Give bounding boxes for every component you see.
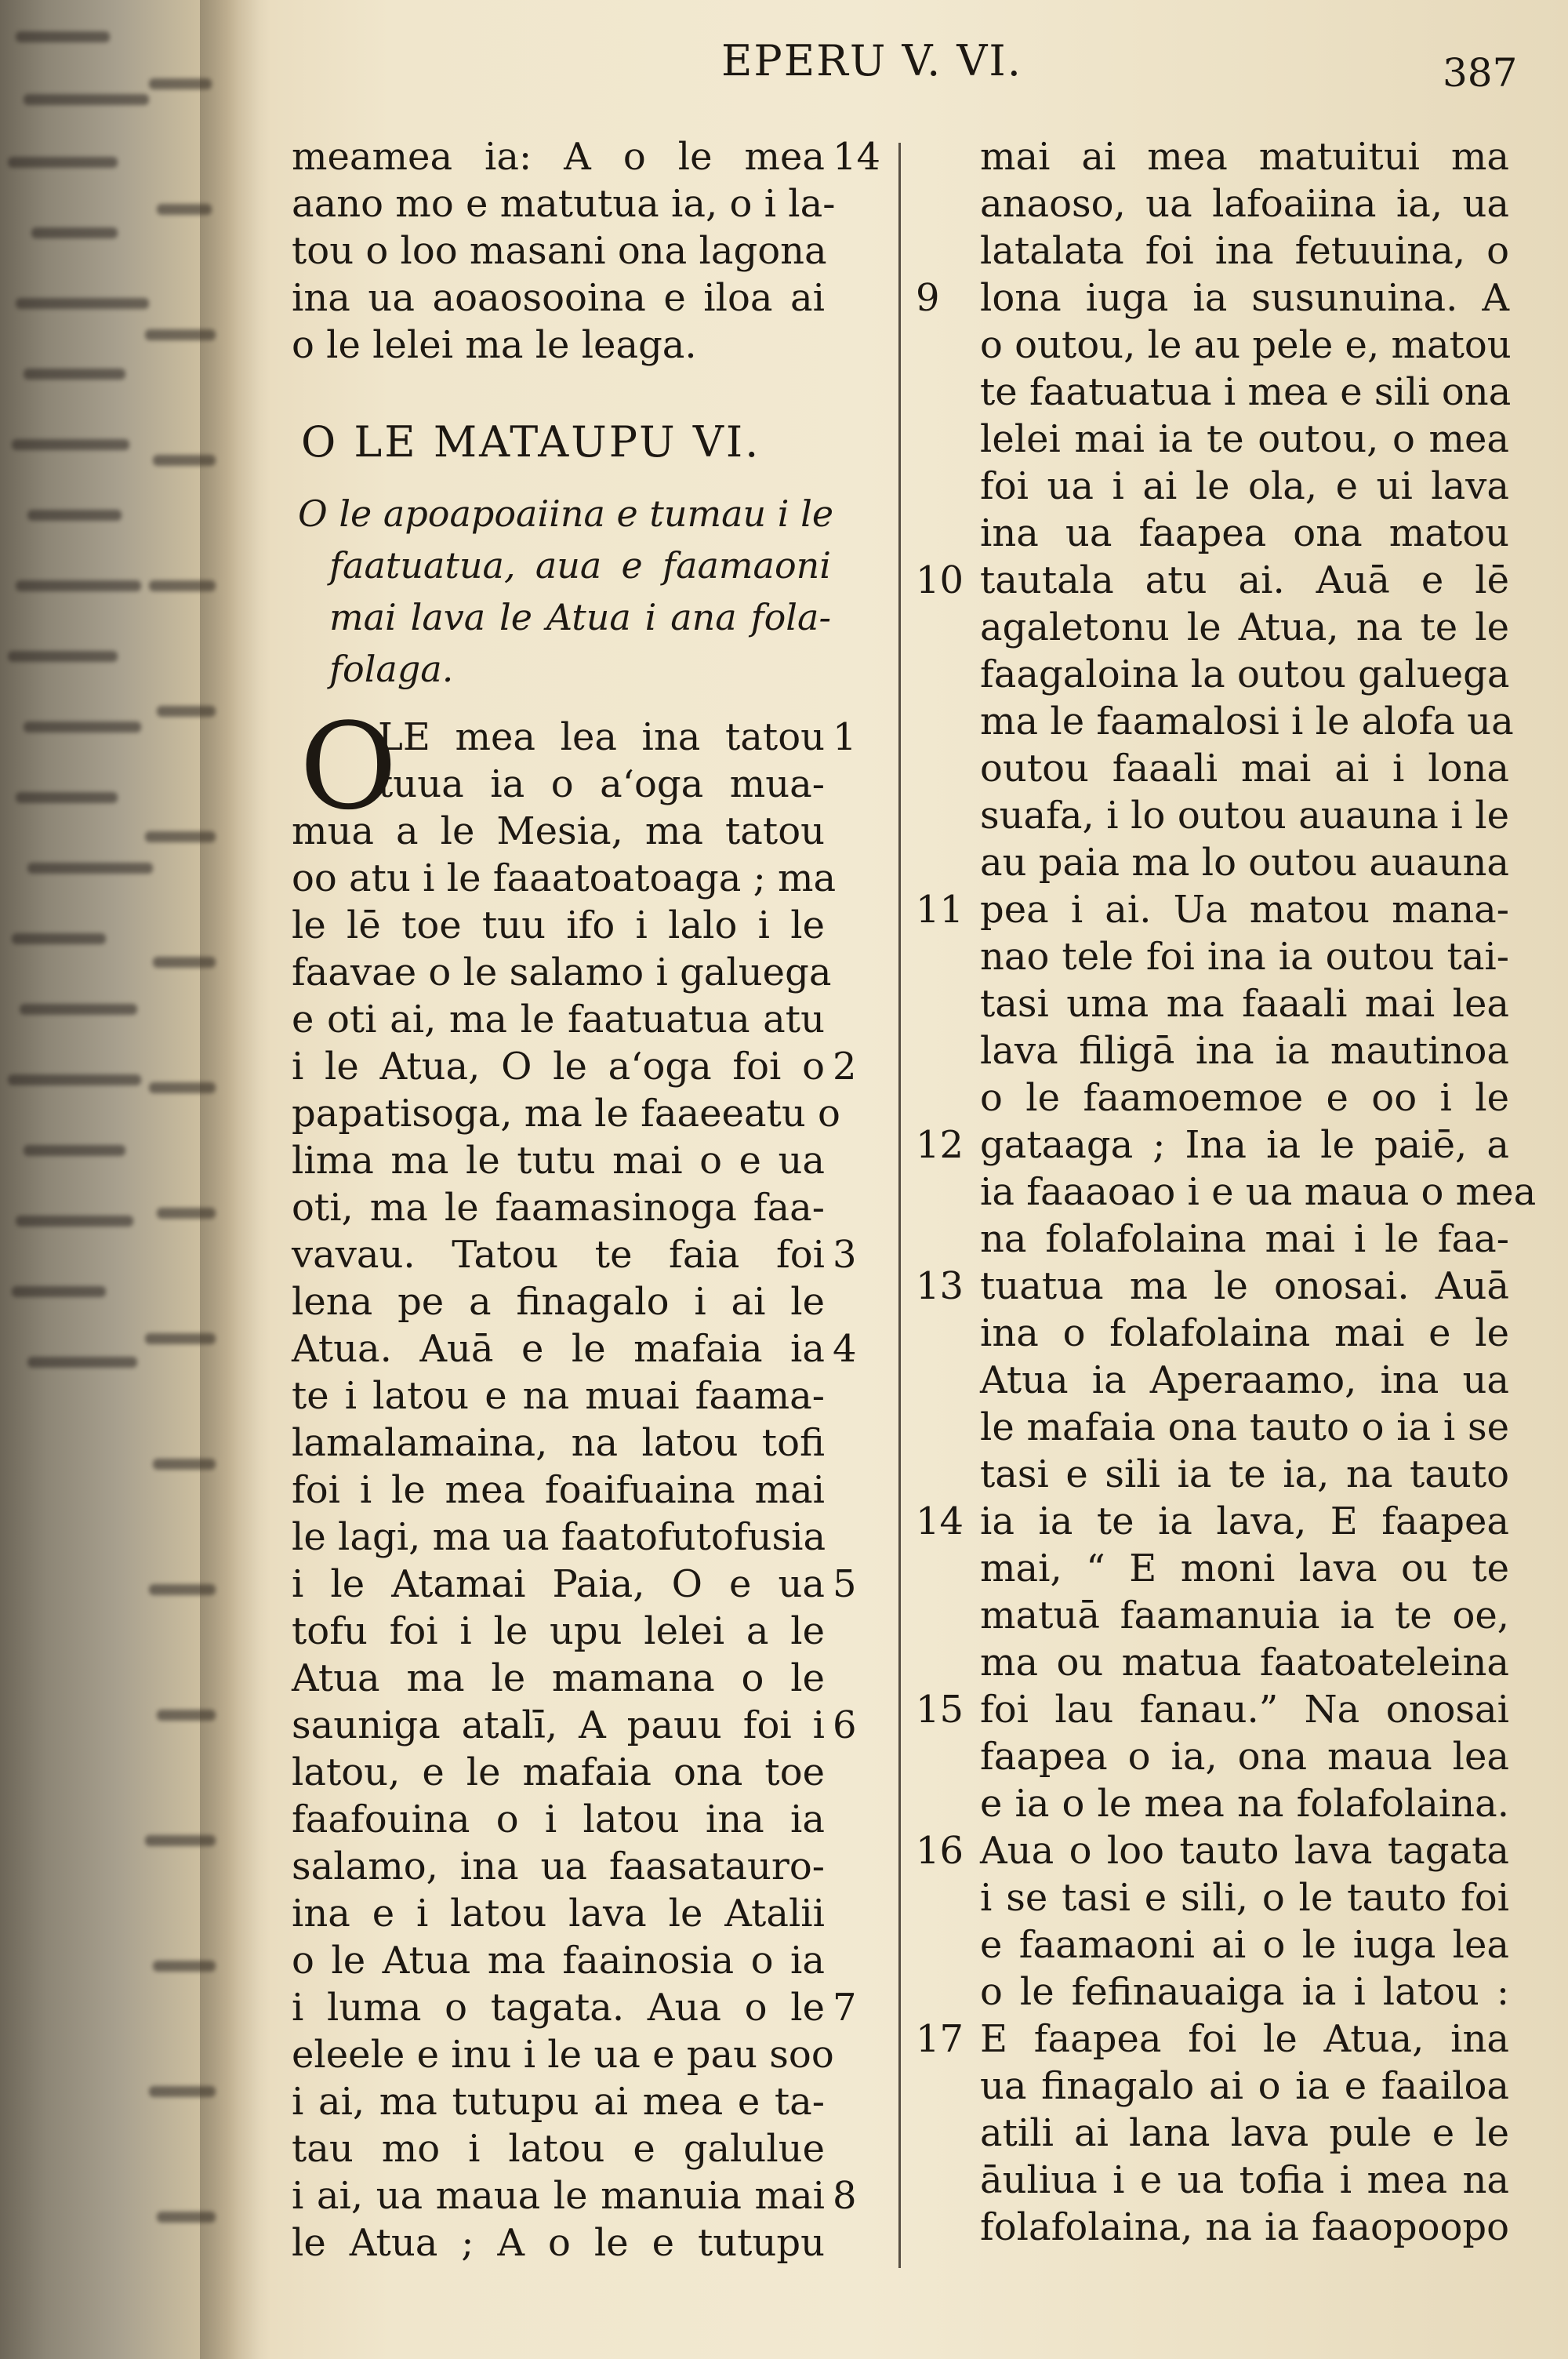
verse-number: 11 <box>916 888 964 932</box>
text-line: salamo, ina ua faasatauro- <box>292 1845 825 1888</box>
text-line: aano mo e matutua ia, o i la- <box>292 182 836 226</box>
text-line: e ia o le mea na folafolaina. <box>980 1782 1509 1826</box>
summary-line: folaga. <box>329 648 454 690</box>
text-line: LE mea lea ina tatou <box>378 715 825 759</box>
text-line: foi ua i ai le ola, e ui lava <box>980 464 1509 508</box>
text-line: Atua. Auā e le mafaia ia <box>292 1327 825 1371</box>
verse-number: 4 <box>833 1327 857 1371</box>
text-line: faafouina o i latou ina ia <box>292 1797 825 1841</box>
text-line: ina ua aoaosooina e iloa ai <box>292 276 825 320</box>
text-line: le lagi, ma ua faatofutofusia <box>292 1515 826 1559</box>
text-line: vavau. Tatou te faia foi <box>292 1233 825 1277</box>
text-line: outou faaali mai ai i lona <box>980 747 1509 791</box>
verse-number: 8 <box>833 2174 857 2218</box>
chapter-summary <box>298 488 834 695</box>
verse-number: 12 <box>916 1123 964 1167</box>
verse-number: 15 <box>916 1688 964 1732</box>
text-line: foi lau fanau.” Na onosai <box>980 1688 1509 1732</box>
text-line: ma ou matua faatoateleina <box>980 1641 1509 1685</box>
text-line: ina ua faapea ona matou <box>980 511 1509 555</box>
right-column <box>980 133 1537 2251</box>
verse-number: 3 <box>833 1233 857 1277</box>
text-line: i luma o tagata. Aua o le <box>292 1986 825 2030</box>
text-line: ma le faamalosi i le alofa ua <box>980 700 1514 743</box>
text-line: oo atu i le faaatoatoaga ; ma <box>292 856 837 900</box>
text-line: le mafaia ona tauto o ia i se <box>980 1405 1509 1449</box>
text-line: foi i le mea foaifuaina mai <box>292 1468 825 1512</box>
text-line: o le Atua ma faainosia o ia <box>292 1939 825 1983</box>
text-line: le Atua ; A o le e tutupu <box>292 2221 825 2265</box>
text-line: ia ia te ia lava, E faapea <box>980 1499 1509 1543</box>
summary-line: O le apoapoaiina e tumau i le <box>298 493 834 535</box>
text-line: meamea ia: A o le mea <box>292 135 825 179</box>
text-line: suafa, i lo outou auauna i le <box>980 794 1509 838</box>
text-line: na folafolaina mai i le faa- <box>980 1217 1509 1261</box>
text-line: sauniga atalī, A pauu foi i <box>292 1703 825 1747</box>
left-column-top <box>292 133 836 369</box>
text-line: āuliua i e ua tofia i mea na <box>980 2158 1509 2202</box>
text-line: Atua ma le mamana o le <box>292 1656 825 1700</box>
verse-number: 6 <box>833 1703 857 1747</box>
text-line: o le fefinauaiga ia i latou : <box>980 1970 1509 2014</box>
text-line: o le faamoemoe e oo i le <box>980 1076 1509 1120</box>
text-line: te i latou e na muai faama- <box>292 1374 825 1418</box>
text-line: eleele e inu i le ua e pau soo <box>292 2033 834 2077</box>
text-line: le lē toe tuu ifo i lalo i le <box>292 903 825 947</box>
text-line: agaletonu le Atua, na te le <box>980 605 1509 649</box>
text-line: atili ai lana lava pule e le <box>980 2111 1509 2155</box>
text-line: Aua o loo tauto lava tagata <box>980 1829 1509 1873</box>
text-line: matuā faamanuia ia te oe, <box>980 1594 1509 1637</box>
text-line: lima ma le tutu mai o e ua <box>292 1139 825 1183</box>
text-line: lelei mai ia te outou, o mea <box>980 417 1509 461</box>
text-line: mai, “ E moni lava ou te <box>980 1547 1509 1590</box>
text-line: mai ai mea matuitui ma <box>980 135 1509 179</box>
text-line: lamalamaina, na latou tofi <box>292 1421 825 1465</box>
text-line: i se tasi e sili, o le tauto foi <box>980 1876 1509 1920</box>
text-line: tasi e sili ia te ia, na tauto <box>980 1452 1509 1496</box>
summary-line: mai lava le Atua i ana fola- <box>329 596 831 638</box>
text-line: ua finagalo ai o ia e faailoa <box>980 2064 1509 2108</box>
text-line: oti, ma le faamasinoga faa- <box>292 1186 825 1230</box>
text-line: lava filigā ina ia mautinoa <box>980 1029 1509 1073</box>
chapter-heading: O LE MATAUPU VI. <box>301 417 761 467</box>
text-line: gataaga ; Ina ia le paiē, a <box>980 1123 1509 1167</box>
text-line: i le Atua, O le aʻoga foi o <box>292 1045 825 1089</box>
text-line: faavae o le salamo i galuega <box>292 951 832 994</box>
text-line: o outou, le au pele e, matou <box>980 323 1512 367</box>
page-fold-shadow <box>200 0 270 2359</box>
text-line: mua a le Mesia, ma tatou <box>292 809 825 853</box>
text-line: ina e i latou lava le Atalii <box>292 1892 825 1936</box>
text-line: Atua ia Aperaamo, ina ua <box>980 1358 1509 1402</box>
text-line: latou, e le mafaia ona toe <box>292 1750 825 1794</box>
text-line: o le lelei ma le leaga. <box>292 323 697 367</box>
text-line: faagaloina la outou galuega <box>980 652 1510 696</box>
verse-number: 13 <box>916 1264 964 1308</box>
text-line: tofu foi i le upu lelei a le <box>292 1609 825 1653</box>
verse-number: 14 <box>833 135 881 179</box>
text-line: i le Atamai Paia, O e ua <box>292 1562 825 1606</box>
verse-number: 5 <box>833 1562 857 1606</box>
text-line: papatisoga, ma le faaeeatu o <box>292 1092 840 1136</box>
left-column-body <box>292 714 840 2266</box>
text-line: faapea o ia, ona maua lea <box>980 1735 1509 1779</box>
verse-number: 14 <box>916 1499 964 1543</box>
summary-line: faatuatua, aua e faamaoni <box>329 544 831 587</box>
text-line: tautala atu ai. Auā e lē <box>980 558 1509 602</box>
verse-number: 9 <box>916 276 940 320</box>
text-line: nao tele foi ina ia outou tai- <box>980 935 1509 979</box>
text-line: lena pe a finagalo i ai le <box>292 1280 825 1324</box>
text-line: anaoso, ua lafoaiina ia, ua <box>980 182 1509 226</box>
text-line: ina o folafolaina mai e le <box>980 1311 1509 1355</box>
text-line: e faamaoni ai o le iuga lea <box>980 1923 1509 1967</box>
text-line: folafolaina, na ia faaopoopo <box>980 2205 1509 2249</box>
text-line: i ai, ua maua le manuia mai <box>292 2174 825 2218</box>
verse-number: 2 <box>833 1045 857 1089</box>
text-line: E faapea foi le Atua, ina <box>980 2017 1509 2061</box>
text-line: tuatua ma le onosai. Auā <box>980 1264 1509 1308</box>
running-header: EPERU V. VI. <box>721 36 1022 85</box>
verse-number: 10 <box>916 558 964 602</box>
text-line: ia faaaoao i e ua maua o mea <box>980 1170 1537 1214</box>
text-line: pea i ai. Ua matou mana- <box>980 888 1509 932</box>
text-line: tou o loo masani ona lagona <box>292 229 827 273</box>
verse-number: 17 <box>916 2017 964 2061</box>
verse-number: 1 <box>833 715 857 759</box>
text-line: te faatuatua i mea e sili ona <box>980 370 1512 414</box>
text-line: tuua ia o aʻoga mua- <box>378 762 825 806</box>
text-line: latalata foi ina fetuuina, o <box>980 229 1509 273</box>
text-line: au paia ma lo outou auauna <box>980 841 1510 885</box>
text-line: lona iuga ia susunuina. A <box>980 276 1509 320</box>
verse-number: 16 <box>916 1829 964 1873</box>
verse-number: 7 <box>833 1986 857 2030</box>
facing-page-bleed <box>0 0 227 2359</box>
text-line: tau mo i latou e galulue <box>292 2127 825 2171</box>
text-line: e oti ai, ma le faatuatua atu <box>292 998 825 1041</box>
text-line: tasi uma ma faaali mai lea <box>980 982 1509 1026</box>
column-divider <box>898 143 901 2268</box>
page-number: 387 <box>1443 50 1518 96</box>
drop-cap: O <box>299 697 397 836</box>
text-line: i ai, ma tutupu ai mea e ta- <box>292 2080 825 2124</box>
